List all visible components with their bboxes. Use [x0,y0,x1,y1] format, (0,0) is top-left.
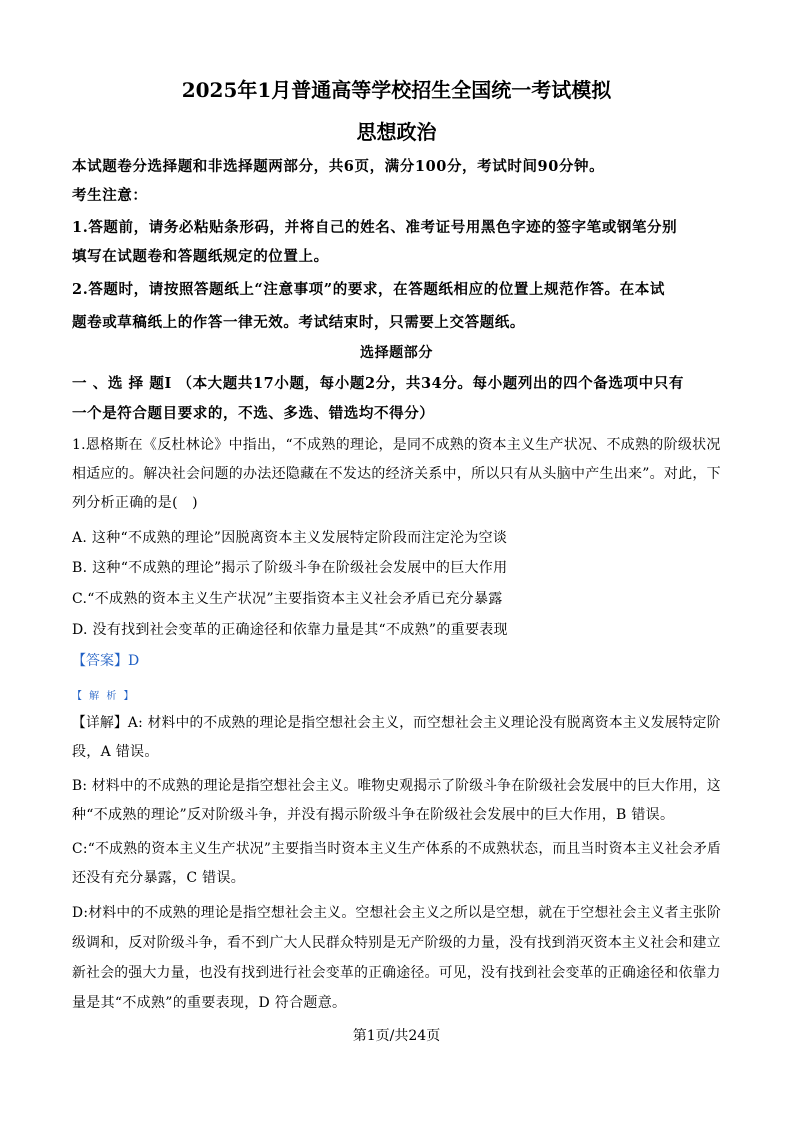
notice-item-2-line-2: 题卷或草稿纸上的作答一律无效。考试结束时，只需要上交答题纸。 [72,314,525,331]
notice-title: 考生注意： [72,187,148,204]
subject-title: 思想政治 [356,120,437,144]
option-c: C.“不成熟的资本主义生产状况”主要指资本主义社会矛盾已充分暴露 [72,591,503,607]
section-title: 选择题部分 [360,345,433,361]
detail-c-line-1: C:“不成熟的资本主义生产状况”主要指当时资本主义生产体系的不成熟状态，而且当时资本主义社会矛盾 [72,841,722,857]
detail-d-line-3: 新社会的强大力量，也没有找到进行社会变革的正确途径。可见，没有找到社会变革的正确途径和依靠力 [72,965,721,981]
question-1-stem-line-3: 列分析正确的是( ) [72,495,198,511]
detail-a-line-2: 段，A 错误。 [72,744,159,760]
analysis-label: 【 解 析 】 [72,691,136,702]
question-1-stem-line-1: 1.恩格斯在《反杜林论》中指出，“不成熟的理论，是同不成熟的资本主义生产状况、不成熟的阶级状况 [72,437,721,453]
notice-item-2-line-1: 2.答题时，请按照答题纸上“注意事项”的要求，在答题纸相应的位置上规范作答。在本试 [72,281,665,298]
section-heading-line-1: 一 、选 择 题Ⅰ （本大题共17小题，每小题2分，共34分。每小题列出的四个备选项中只有 [72,375,684,392]
section-heading-line-2: 一个是符合题目要求的，不选、多选、错选均不得分） [72,405,435,422]
intro-text: 本试题卷分选择题和非选择题两部分，共6页，满分100分，考试时间90分钟。 [72,158,605,175]
detail-d-line-4: 量是其“不成熟”的重要表现，D 符合题意。 [72,995,347,1011]
option-a: A. 这种“不成熟的理论”因脱离资本主义发展特定阶段而注定沦为空谈 [72,530,508,546]
option-b: B. 这种“不成熟的理论”揭示了阶级斗争在阶级社会发展中的巨大作用 [72,560,508,576]
detail-a-line-1: 【详解】A: 材料中的不成熟的理论是指空想社会主义，而空想社会主义理论没有脱离资本主义发展特定阶 [72,715,721,731]
detail-c-line-2: 还没有充分暴露，C 错误。 [72,870,246,886]
page-title: 2025年1月普通高等学校招生全国统一考试模拟 [181,78,612,102]
question-1-stem-line-2: 相适应的。解决社会问题的办法还隐藏在不发达的经济关系中，所以只有从头脑中产生出来”。对此，下 [72,466,721,482]
answer-label: 【答案】D [72,653,140,669]
notice-item-1-line-2: 填写在试题卷和答题纸规定的位置上。 [72,248,329,265]
page-number: 第1页/共24页 [352,1028,441,1044]
notice-item-1-line-1: 1.答题前，请务必粘贴条形码，并将自己的姓名、准考证号用黑色字迹的签字笔或钢笔分别 [72,219,678,236]
detail-b-line-2: 种“不成熟的理论”反对阶级斗争，并没有揭示阶级斗争在阶级社会发展中的巨大作用，B 错误。 [72,807,675,823]
detail-d-line-2: 级调和，反对阶级斗争，看不到广大人民群众特别是无产阶级的力量，没有找到消灭资本主义社会和建立 [72,935,721,951]
option-d: D. 没有找到社会变革的正确途径和依靠力量是其“不成熟”的重要表现 [72,622,508,638]
detail-b-line-1: B: 材料中的不成熟的理论是指空想社会主义。唯物史观揭示了阶级斗争在阶级社会发展中的巨大作用，这 [72,778,721,794]
detail-d-line-1: D:材料中的不成熟的理论是指空想社会主义。空想社会主义之所以是空想，就在于空想社会主义者主张阶 [72,905,722,921]
